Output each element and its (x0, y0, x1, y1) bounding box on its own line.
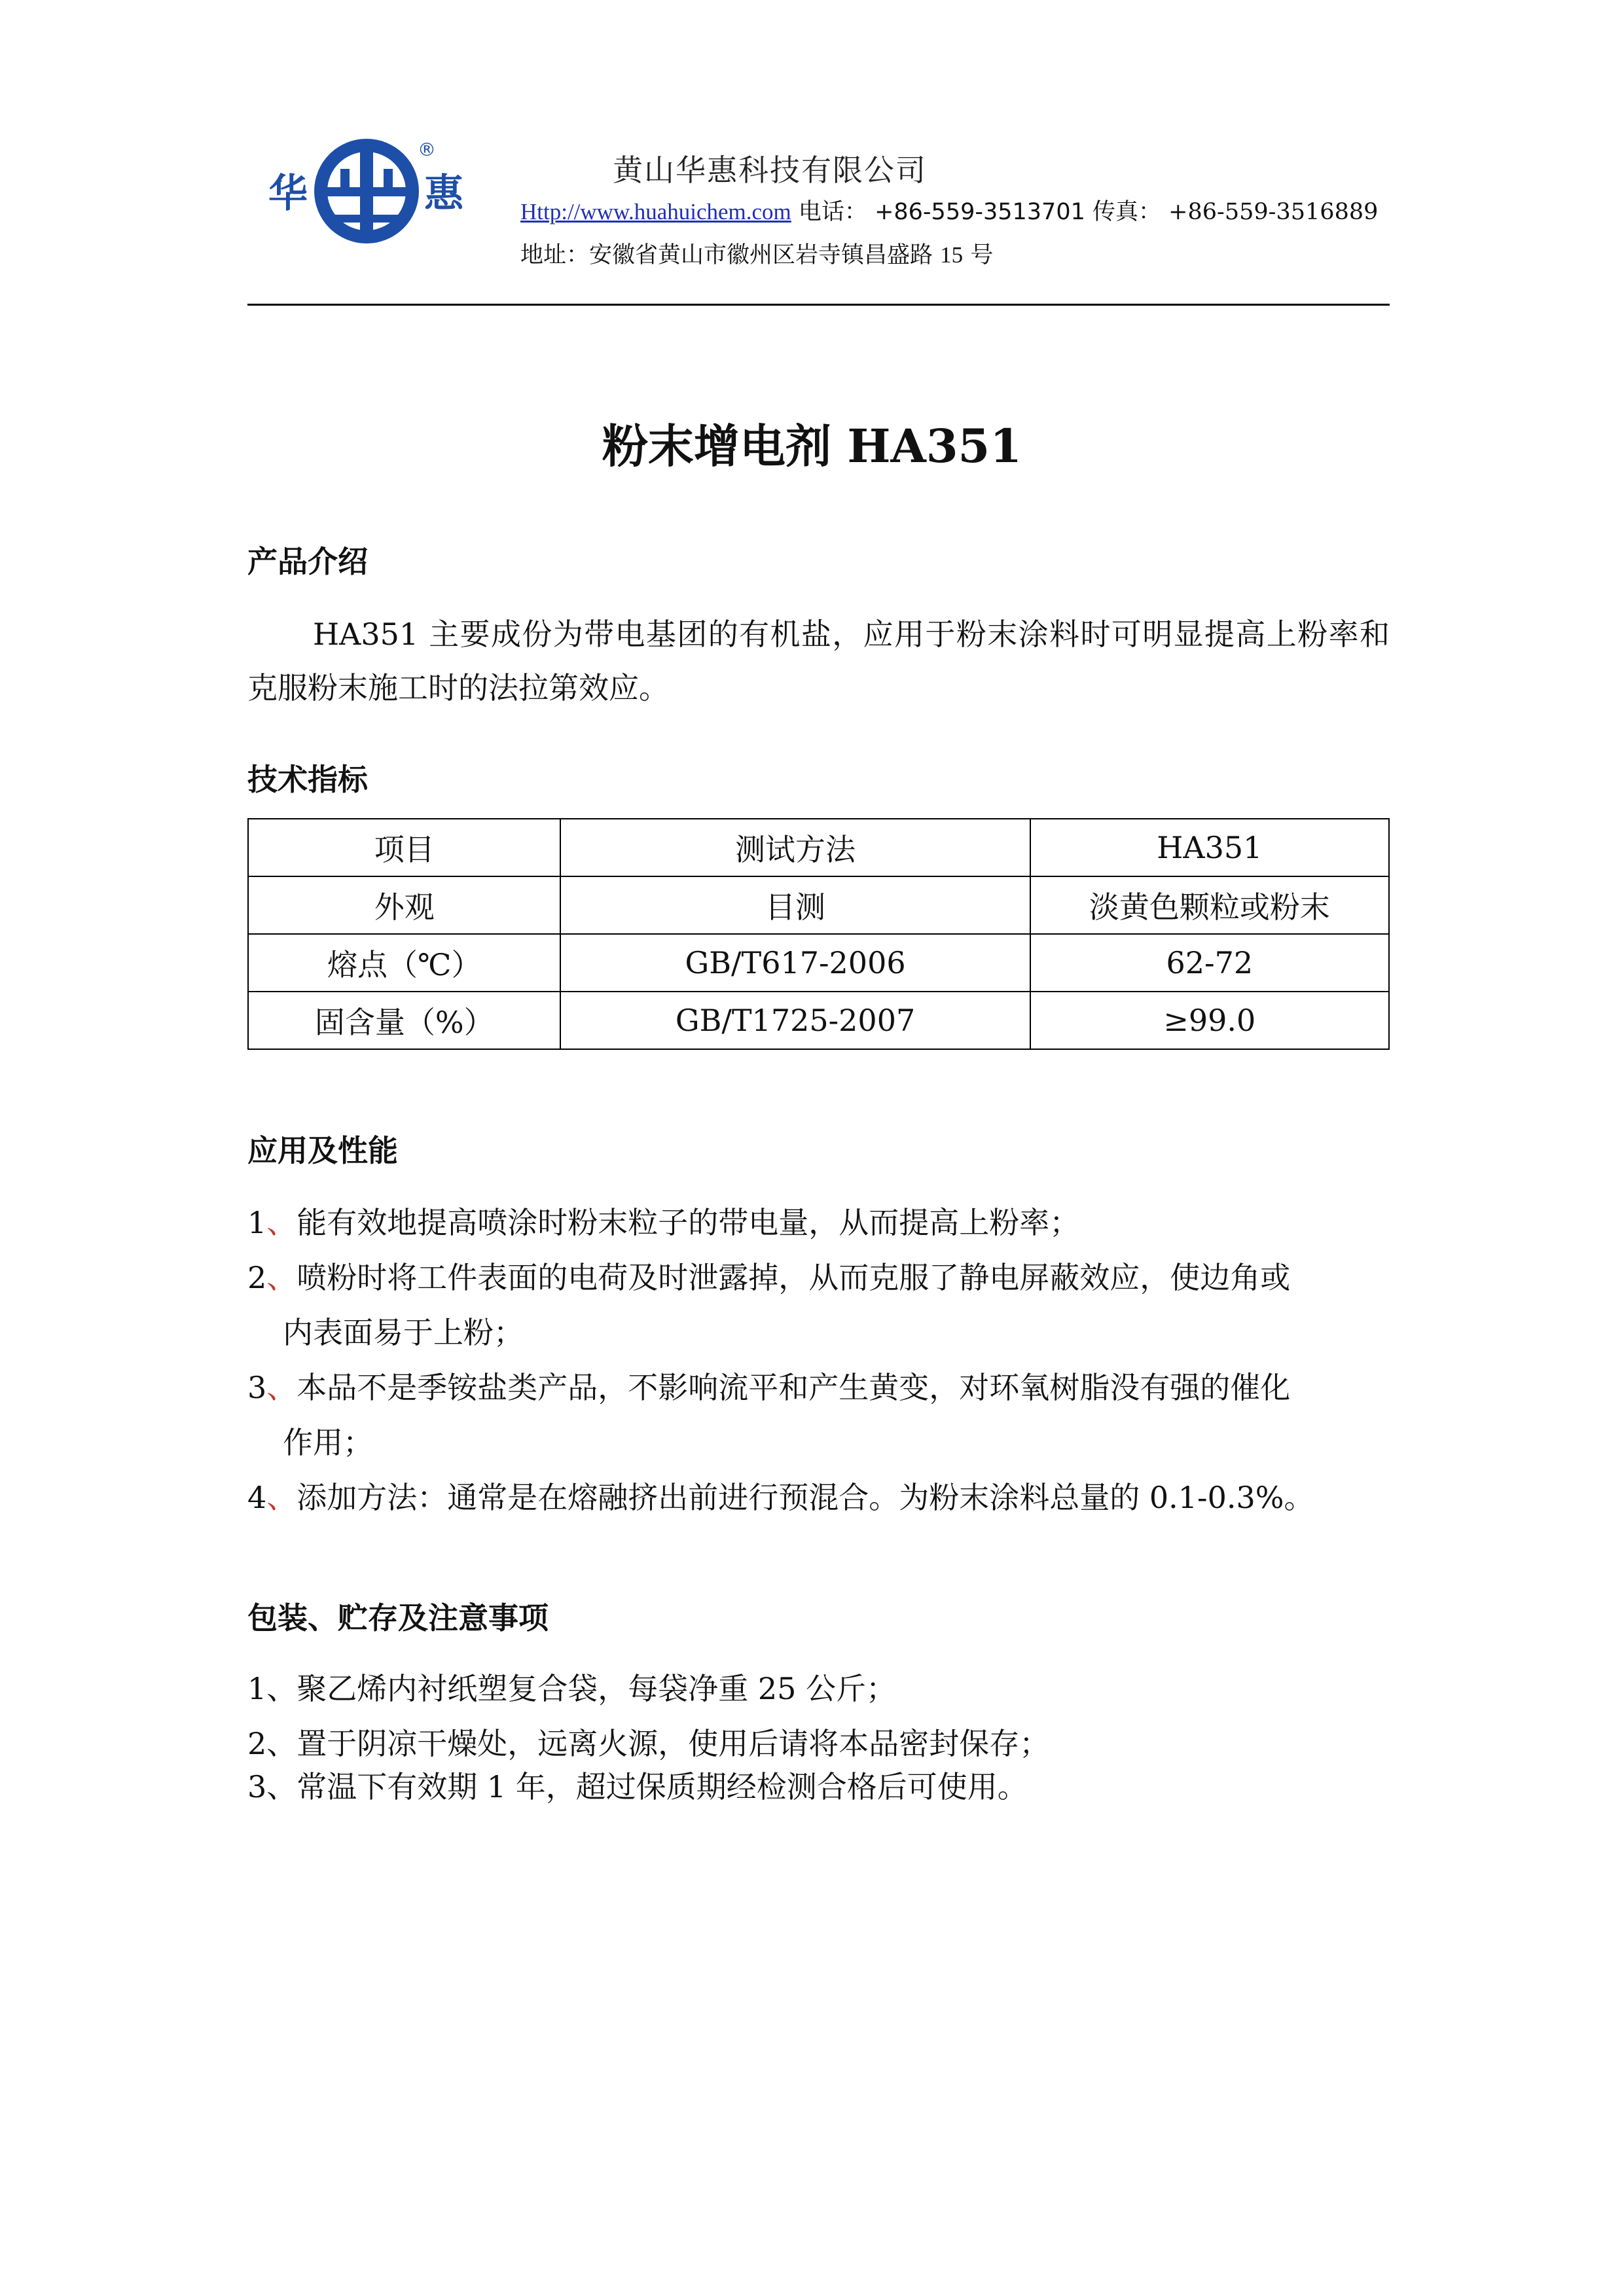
list-item: 2、置于阴凉干燥处，远离火源，使用后请将本品密封保存； (247, 1726, 1050, 1761)
table-cell: 外观 (248, 876, 560, 934)
list-item: 2、喷粉时将工件表面的电荷及时泄露掉，从而克服了静电屏蔽效应，使边角或 (247, 1260, 1291, 1295)
logo-right-char: 惠 (424, 171, 463, 217)
table-row (248, 819, 1389, 876)
intro-heading: 产品介绍 (247, 544, 368, 579)
address-text: 安徽省黄山市徽州区岩寺镇昌盛路 (589, 242, 933, 268)
list-item: 3、常温下有效期 1 年，超过保质期经检测合格后可使用。 (247, 1769, 1028, 1804)
spec-table (247, 818, 1390, 1050)
application-heading: 应用及性能 (247, 1133, 398, 1168)
list-item: 3、本品不是季铵盐类产品，不影响流平和产生黄变，对环氧树脂没有强的催化 (247, 1370, 1291, 1405)
table-cell: 目测 (560, 876, 1030, 934)
table-row (248, 876, 1389, 934)
table-cell: ≥99.0 (1030, 992, 1389, 1049)
phone-label: 电话： (798, 199, 867, 225)
table-cell: 淡黄色颗粒或粉末 (1030, 876, 1389, 934)
address-number: 15 (940, 242, 964, 268)
table-cell: 62-72 (1030, 934, 1389, 992)
list-item: 4、添加方法：通常是在熔融挤出前进行预混合。为粉末涂料总量的 0.1-0.3%。 (247, 1480, 1314, 1515)
table-header-cell: 测试方法 (560, 819, 1030, 876)
logo-left-char: 华 (268, 171, 308, 217)
list-item-continuation: 作用； (283, 1425, 373, 1460)
address-line (520, 237, 993, 270)
company-logo (262, 130, 471, 247)
registered-mark: ® (418, 139, 436, 160)
website-link[interactable]: Http://www.huahuichem.com (520, 199, 791, 224)
intro-paragraph (247, 607, 1390, 715)
table-row (248, 992, 1389, 1049)
address-label: 地址： (520, 242, 590, 268)
logo-emblem-icon (262, 130, 471, 247)
table-row (248, 934, 1389, 992)
fax-number: +86-559-3516889 (1168, 199, 1379, 225)
table-cell: GB/T617-2006 (560, 934, 1030, 992)
list-item-continuation: 内表面易于上粉； (283, 1315, 524, 1350)
table-cell: 熔点（℃） (248, 934, 560, 992)
intro-text: HA351 主要成份为带电基团的有机盐，应用于粉末涂料时可明显提高上粉率和克服粉末施工时的法拉第效应。 (247, 617, 1390, 706)
packaging-heading: 包装、贮存及注意事项 (247, 1600, 549, 1636)
page-title: 粉末增电剂 HA351 (602, 419, 1022, 473)
table-cell: 固含量（%） (248, 992, 560, 1049)
fax-label: 传真： (1092, 199, 1162, 225)
contact-line (520, 194, 1378, 226)
table-cell: GB/T1725-2007 (560, 992, 1030, 1049)
table-header-cell: 项目 (248, 819, 560, 876)
company-name: 黄山华惠科技有限公司 (613, 152, 927, 188)
spec-heading: 技术指标 (247, 762, 368, 797)
phone-number: +86-559-3513701 (875, 199, 1085, 225)
table-header-cell: HA351 (1030, 819, 1389, 876)
list-item: 1、聚乙烯内衬纸塑复合袋，每袋净重 25 公斤； (247, 1671, 897, 1706)
address-suffix: 号 (970, 242, 994, 268)
list-item: 1、能有效地提高喷涂时粉末粒子的带电量，从而提高上粉率； (247, 1205, 1080, 1240)
header-divider (247, 304, 1390, 306)
